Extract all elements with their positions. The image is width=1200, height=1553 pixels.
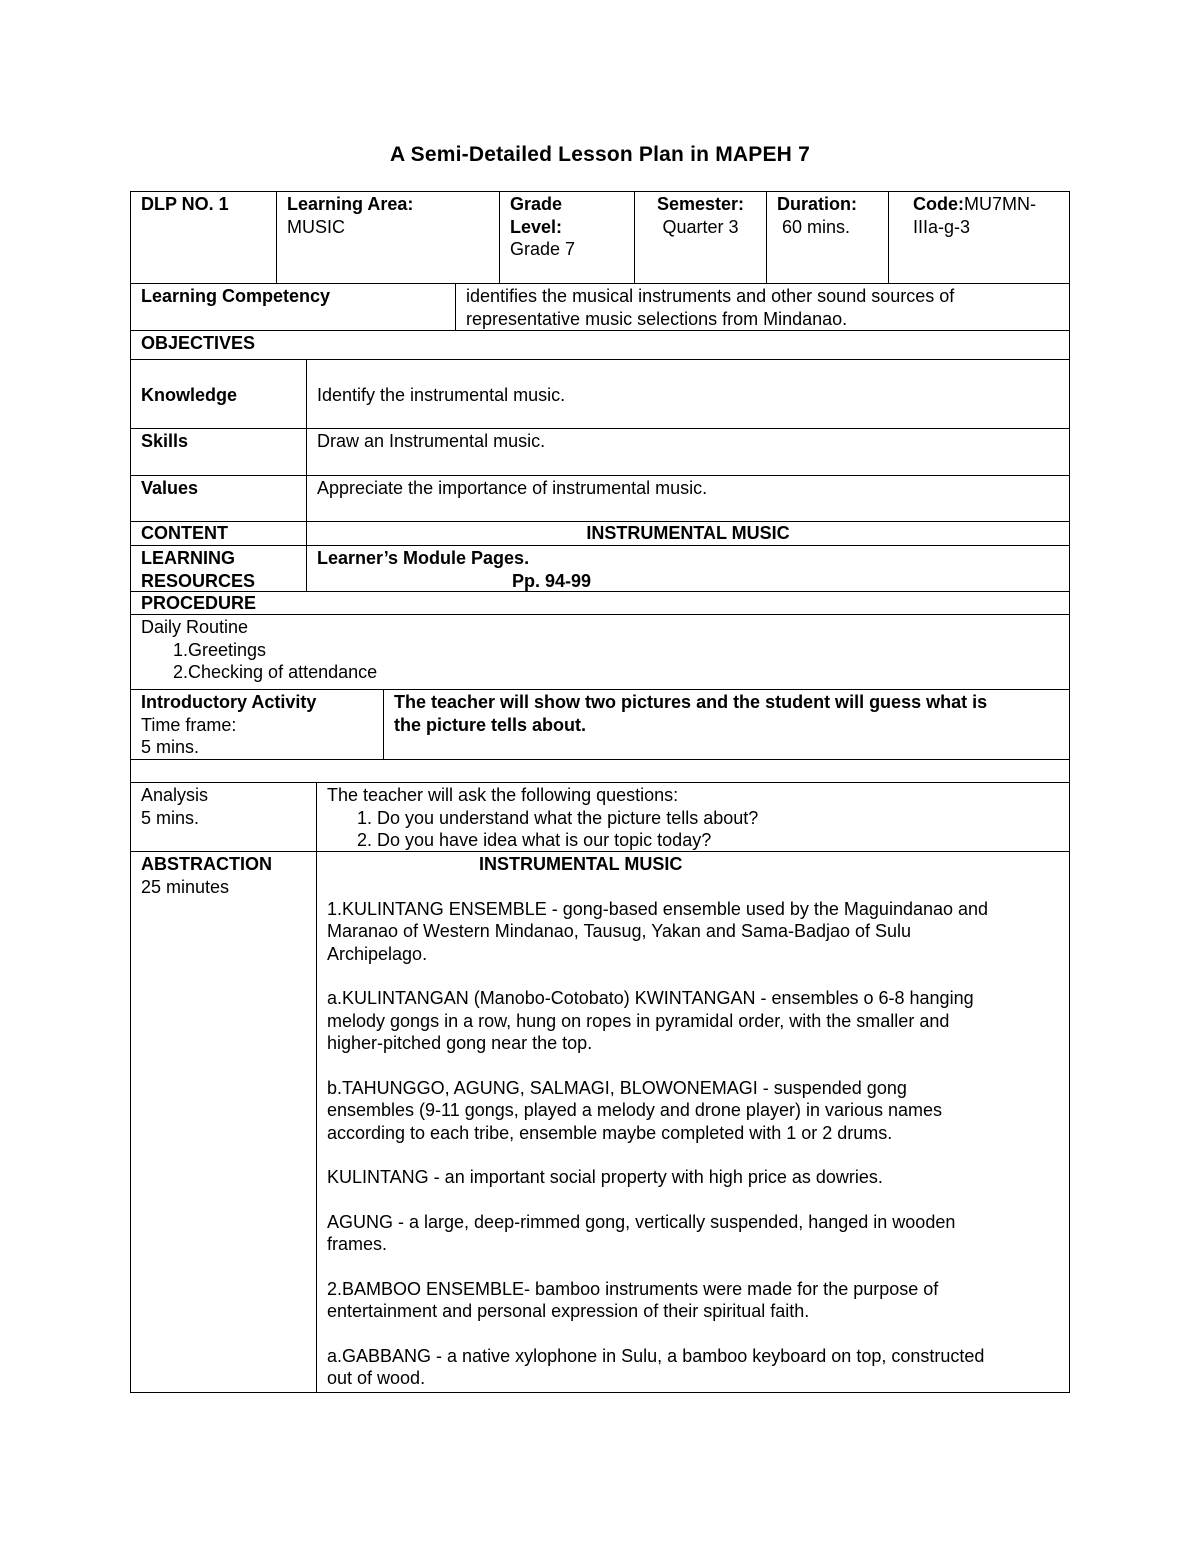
procedure-cell [131,592,1069,614]
header-row [130,191,1070,283]
abstraction-row [130,851,1070,1393]
competency-label-cell [131,284,455,330]
code-cell [888,192,1069,283]
text-line: b.TAHUNGGO, AGUNG, SALMAGI, BLOWONEMAGI - suspended gong [327,1077,907,1098]
resources-value-1: Learner’s Module Pages. [317,548,530,568]
routine-item-1: 1.Greetings [173,639,267,660]
learning-area-value: MUSIC [287,216,345,237]
daily-routine-cell [131,615,1069,689]
resources-label-1: LEARNING [141,548,235,568]
abstraction-heading: INSTRUMENTAL MUSIC [479,854,683,874]
kulintang-paragraph [327,1166,1059,1189]
objectives-row [130,330,1070,359]
analysis-time: 5 mins. [141,807,200,828]
gabbang-paragraph [327,1345,1059,1390]
text-line: ensembles (9-11 gongs, played a melody and drone player) in various names [327,1100,943,1120]
learning-area-label: Learning Area: [287,194,414,214]
routine-item-2: 2.Checking of attendance [173,662,378,682]
abstraction-label: ABSTRACTION [141,854,272,874]
analysis-question-1: 1. Do you understand what the picture tells about? [357,807,759,828]
competency-row [130,283,1070,330]
dlp-number: DLP NO. 1 [141,194,229,214]
analysis-row [130,782,1070,851]
duration-label: Duration: [777,194,857,214]
tahunggo-paragraph [327,1077,1059,1145]
daily-routine-row [130,614,1070,689]
values-row [130,475,1070,521]
kulintang-ensemble-paragraph [327,898,1059,966]
procedure-heading: PROCEDURE [141,593,257,613]
objectives-heading: OBJECTIVES [141,333,256,353]
values-label-cell [131,476,306,521]
semester-value: Quarter 3 [662,216,739,237]
analysis-question-2: 2. Do you have idea what is our topic today? [357,830,712,850]
text-line: 1.KULINTANG ENSEMBLE - gong-based ensemble used by the Maguindanao and [327,898,989,919]
analysis-label: Analysis [141,785,209,805]
skills-value-cell [306,429,1069,475]
skills-label-cell [131,429,306,475]
text-line: higher-pitched gong near the top. [327,1033,593,1053]
empty-row [130,759,1070,782]
text-line: a.KULINTANGAN (Manobo-Cotobato) KWINTANGAN - ensembles o 6-8 hanging [327,988,974,1008]
values-label: Values [141,478,199,498]
code-value-cont: IIIa-g-3 [913,216,971,237]
duration-value: 60 mins. [782,216,851,237]
competency-label: Learning Competency [141,286,331,306]
kulintangan-paragraph [327,987,1059,1055]
content-value: INSTRUMENTAL MUSIC [586,523,790,543]
competency-line-1: identifies the musical instruments and other sound sources of [466,286,955,306]
competency-line-2: representative music selections from Mindanao. [466,308,848,329]
resources-label-2: RESOURCES [141,570,256,591]
level-label: Level: [510,216,563,237]
text-line: Maranao of Western Mindanao, Tausug, Yakan and Sama-Badjao of Sulu [327,921,912,941]
content-label-cell [131,522,306,545]
duration-cell [766,192,888,283]
time-frame-label: Time frame: [141,714,237,735]
abstraction-content-cell [316,852,1069,1392]
content-value-cell [306,522,1069,545]
code-value: MU7MN- [964,194,1036,214]
knowledge-row [130,359,1070,428]
bamboo-ensemble-paragraph [327,1278,1059,1323]
dlp-number-cell [131,192,276,283]
text-line: AGUNG - a large, deep-rimmed gong, vertically suspended, hanged in wooden [327,1211,956,1232]
content-row [130,521,1070,545]
introductory-line-1: The teacher will show two pictures and the student will guess what is [394,692,988,712]
analysis-label-cell [131,783,316,851]
time-frame-value: 5 mins. [141,737,200,757]
page-title: A Semi-Detailed Lesson Plan in MAPEH 7 [390,143,810,166]
code-label: Code: [913,194,964,214]
semester-cell [634,192,766,283]
text-line: entertainment and personal expression of their spiritual faith. [327,1301,810,1321]
text-line: according to each tribe, ensemble maybe completed with 1 or 2 drums. [327,1122,893,1143]
introductory-row [130,689,1070,759]
abstraction-label-cell [131,852,316,1392]
objectives-cell [131,331,1069,359]
resources-label-cell [131,546,306,591]
resources-row [130,545,1070,591]
knowledge-label: Knowledge [141,385,238,405]
text-line: melody gongs in a row, hung on ropes in pyramidal order, with the smaller and [327,1010,950,1031]
agung-paragraph [327,1211,1059,1256]
learning-area-cell [276,192,499,283]
grade-value: Grade 7 [510,239,576,259]
introductory-value-cell [383,690,1069,759]
grade-label: Grade [510,194,563,214]
text-line: frames. [327,1234,388,1254]
analysis-value-cell [316,783,1069,851]
values-value-cell [306,476,1069,521]
introductory-label: Introductory Activity [141,692,317,712]
abstraction-time: 25 minutes [141,876,230,897]
text-line: a.GABBANG - a native xylophone in Sulu, a bamboo keyboard on top, constructed [327,1345,985,1366]
resources-value-cell [306,546,1069,591]
procedure-row [130,591,1070,614]
introductory-label-cell [131,690,383,759]
introductory-line-2: the picture tells about. [394,714,587,735]
text-line: KULINTANG - an important social property with high price as dowries. [327,1167,883,1187]
knowledge-value: Identify the instrumental music. [317,385,566,405]
skills-row [130,428,1070,475]
skills-value: Draw an Instrumental music. [317,431,546,451]
resources-value-2: Pp. 94-99 [512,570,592,591]
text-line: Archipelago. [327,943,428,964]
values-value: Appreciate the importance of instrumental music. [317,478,708,498]
knowledge-label-cell [131,360,306,428]
semester-label: Semester: [656,194,745,214]
text-line: 2.BAMBOO ENSEMBLE- bamboo instruments were made for the purpose of [327,1278,939,1299]
competency-value-cell [455,284,1069,330]
skills-label: Skills [141,431,189,451]
analysis-intro: The teacher will ask the following questions: [327,785,679,805]
text-line: out of wood. [327,1368,426,1388]
content-label: CONTENT [141,523,228,543]
grade-level-cell [499,192,634,283]
routine-title: Daily Routine [141,617,249,637]
knowledge-value-cell [306,360,1069,428]
